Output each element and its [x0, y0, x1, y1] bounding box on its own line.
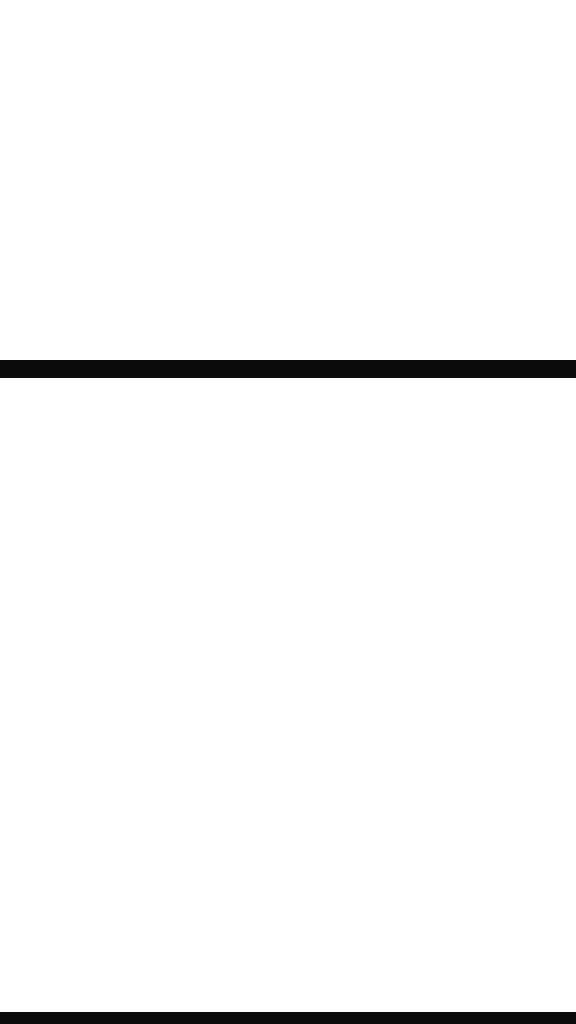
separator-bar	[0, 360, 576, 378]
bottom-bar	[0, 1012, 576, 1024]
